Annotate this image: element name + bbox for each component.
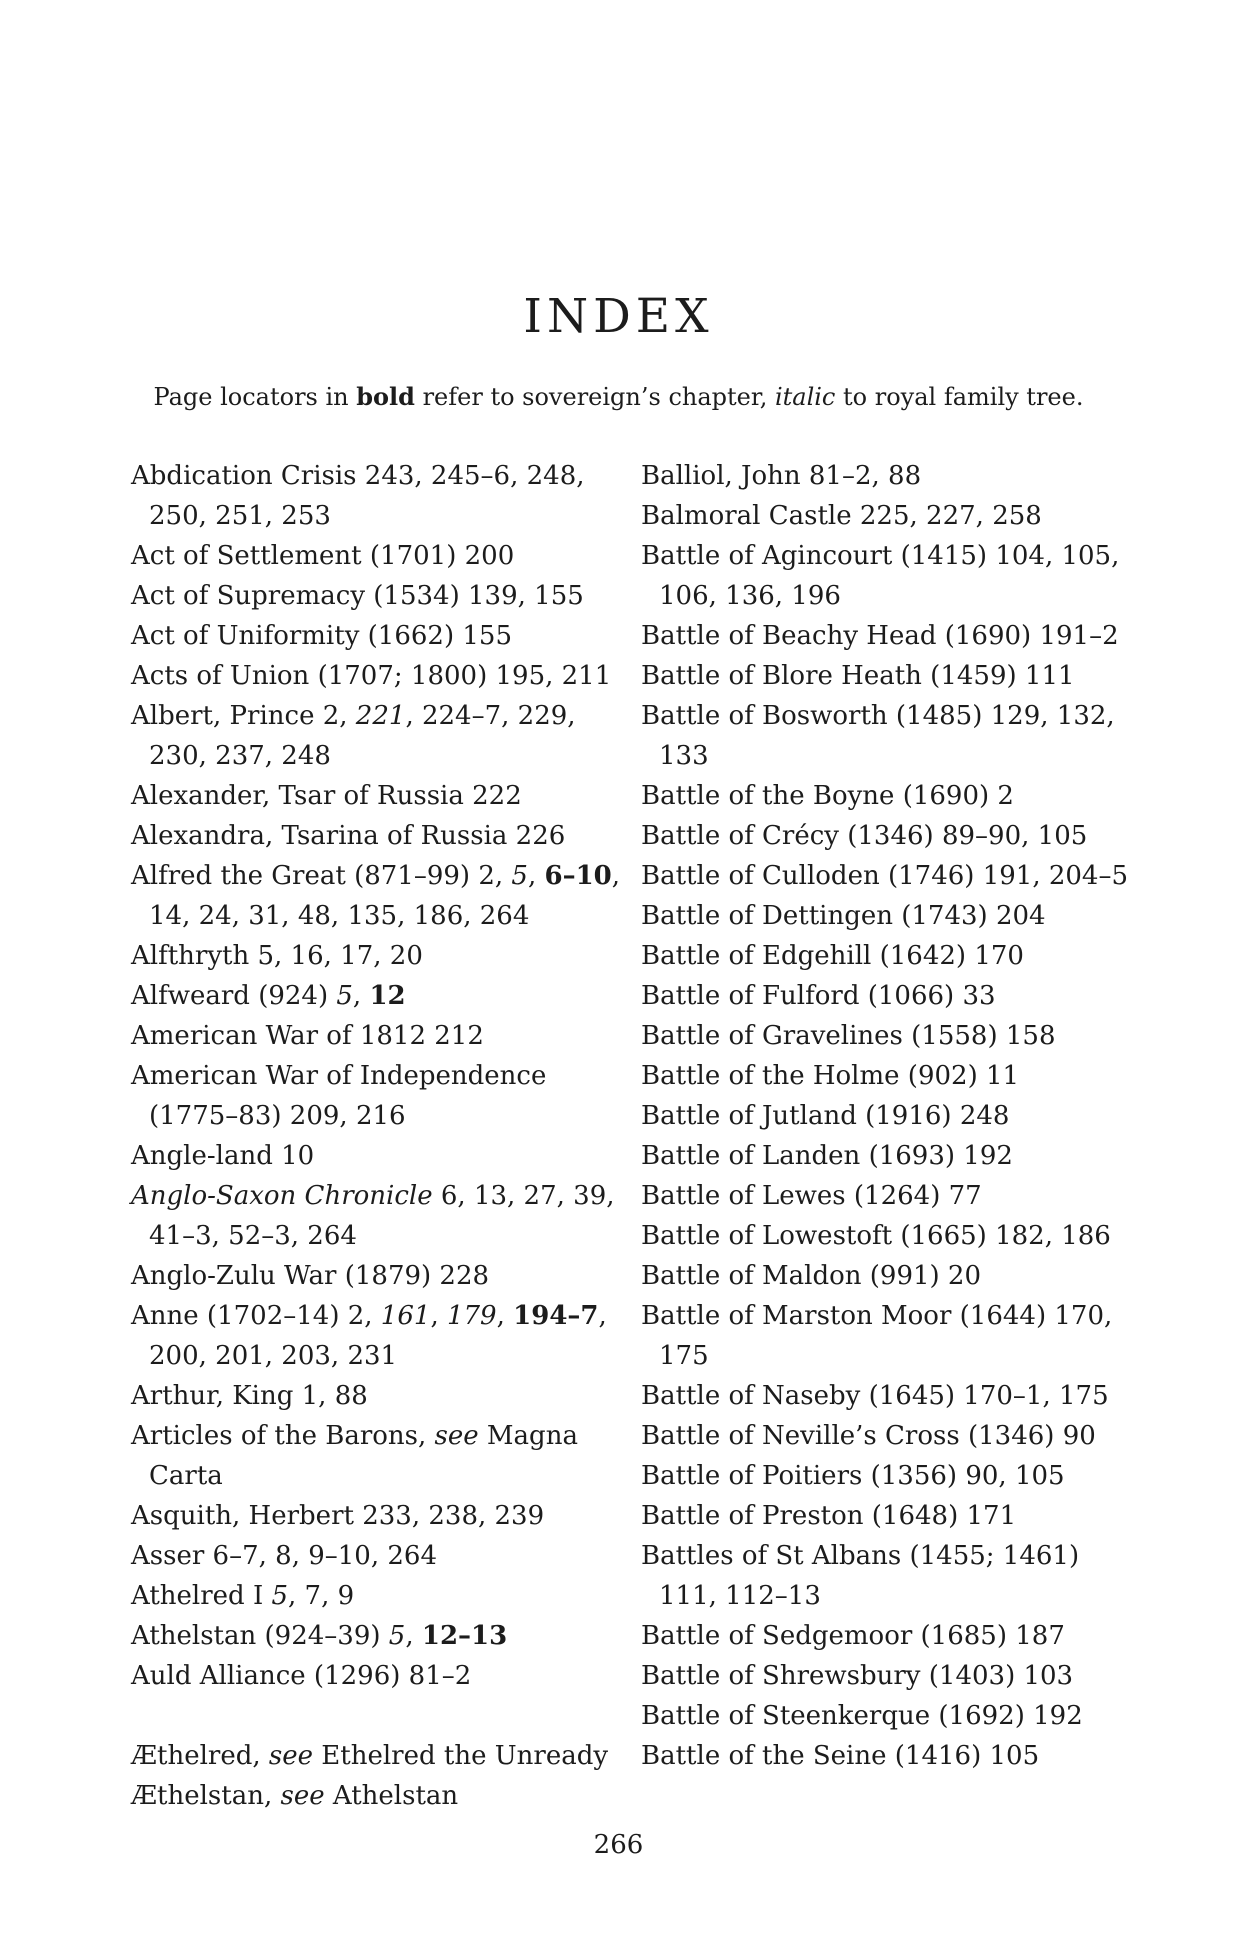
index-entry-text: Battle of Fulford (1066) 33 xyxy=(641,981,996,1011)
index-entry xyxy=(131,816,621,856)
index-entry xyxy=(641,1616,1141,1656)
index-entry xyxy=(131,1256,621,1296)
index-entry-text: Anglo-Saxon Chronicle xyxy=(131,1181,433,1211)
index-entry-text: Articles of the Barons, xyxy=(131,1421,435,1451)
page-number: 266 xyxy=(593,1830,644,1860)
index-entry-text: Angle-land 10 xyxy=(131,1141,315,1171)
index-entry-text: Alfred the Great (871–99) 2, xyxy=(131,861,512,891)
index-entry xyxy=(131,1496,621,1536)
index-entry-text: Magna Carta xyxy=(149,1421,578,1491)
index-entry xyxy=(131,1616,621,1656)
index-entry-text: Athelstan xyxy=(324,1781,459,1811)
index-entry xyxy=(641,1296,1141,1376)
index-entry-text: Battles of St Albans (1455; 1461) 111, 112–13 xyxy=(641,1541,1080,1611)
index-entry-text: Athelstan (924–39) xyxy=(131,1621,389,1651)
index-entry xyxy=(641,776,1141,816)
index-entry-text: Æthelred, xyxy=(131,1741,269,1771)
index-entry-text: Battle of Jutland (1916) 248 xyxy=(641,1101,1010,1131)
index-entry xyxy=(641,616,1141,656)
index-entry xyxy=(131,1576,621,1616)
page-title: INDEX xyxy=(523,289,714,345)
index-entry xyxy=(641,1256,1141,1296)
index-entry xyxy=(131,536,621,576)
index-entry-text: Balliol, John 81–2, 88 xyxy=(641,461,922,491)
index-entry xyxy=(641,896,1141,936)
index-entry xyxy=(641,696,1141,776)
index-entry-text: Battle of Sedgemoor (1685) 187 xyxy=(641,1621,1065,1651)
index-entry xyxy=(641,536,1141,616)
index-entry xyxy=(131,976,621,1016)
index-entry xyxy=(131,576,621,616)
index-entry xyxy=(131,776,621,816)
index-entry xyxy=(131,1056,621,1136)
index-entry-text: Battle of Landen (1693) 192 xyxy=(641,1141,1013,1171)
index-entry-text: 6, 13, 27, 39, 41–3, 52–3, 264 xyxy=(149,1181,615,1251)
index-entry-text: 12 xyxy=(369,981,406,1011)
index-entry-text: see xyxy=(280,1781,325,1811)
index-entry xyxy=(131,936,621,976)
index-entry xyxy=(641,656,1141,696)
index-entry-text: Alfweard (924) xyxy=(131,981,337,1011)
index-entry xyxy=(641,1216,1141,1256)
index-entry-text: Battle of Beachy Head (1690) 191–2 xyxy=(641,621,1119,651)
index-entry-text: Ethelred the Unready xyxy=(313,1741,609,1771)
index-column-left xyxy=(131,456,621,1816)
index-entry-text: 12–13 xyxy=(421,1621,508,1651)
index-entry xyxy=(641,976,1141,1016)
index-entry-text: Anne (1702–14) 2, xyxy=(131,1301,381,1331)
index-entry-text: Battle of Blore Heath (1459) 111 xyxy=(641,661,1075,691)
index-entry xyxy=(641,1496,1141,1536)
index-entry-text: 5 xyxy=(388,1621,406,1651)
index-entry xyxy=(641,1656,1141,1696)
index-entry xyxy=(131,1016,621,1056)
index-entry-text: see xyxy=(268,1741,314,1771)
index-entry-text: Battle of Naseby (1645) 170–1, 175 xyxy=(641,1381,1109,1411)
index-entry-text: see xyxy=(434,1421,479,1451)
index-entry-text: American War of 1812 212 xyxy=(131,1021,484,1051)
index-entry xyxy=(641,1096,1141,1136)
index-entry-text: Act of Supremacy (1534) 139, 155 xyxy=(131,581,584,611)
index-entry xyxy=(131,856,621,936)
index-entry xyxy=(641,1016,1141,1056)
index-entry-text: Battle of the Boyne (1690) 2 xyxy=(641,781,1014,811)
index-entry-text: Battle of Marston Moor (1644) 170, 175 xyxy=(641,1301,1113,1371)
index-entry-text: 221 xyxy=(355,701,406,731)
index-entry xyxy=(131,696,621,776)
index-entry xyxy=(131,1536,621,1576)
index-entry-text: Alexandra, Tsarina of Russia 226 xyxy=(131,821,566,851)
index-entry-text: Battle of Preston (1648) 171 xyxy=(641,1501,1017,1531)
index-entry xyxy=(131,1776,621,1816)
index-entry-text: Battle of the Holme (902) 11 xyxy=(641,1061,1020,1091)
index-entry xyxy=(641,1136,1141,1176)
index-entry-text: 179 xyxy=(446,1301,497,1331)
index-entry-text: Battle of the Seine (1416) 105 xyxy=(641,1741,1040,1771)
index-entry-text: Anglo-Zulu War (1879) 228 xyxy=(131,1261,490,1291)
index-entry-text: Acts of Union (1707; 1800) 195, 211 xyxy=(131,661,612,691)
index-entry xyxy=(131,1136,621,1176)
index-entry xyxy=(641,1056,1141,1096)
index-column-right xyxy=(641,456,1141,1776)
index-entry-text: , xyxy=(527,861,545,891)
index-entry-text: Alexander, Tsar of Russia 222 xyxy=(131,781,522,811)
index-entry xyxy=(641,1176,1141,1216)
legend-italic-word: italic xyxy=(774,383,836,411)
index-entry xyxy=(131,616,621,656)
legend-text: refer to sovereign’s chapter, xyxy=(414,383,775,411)
index-entry xyxy=(131,1736,621,1776)
index-entry-text: , xyxy=(405,1621,422,1651)
index-entry-text: Battle of Lewes (1264) 77 xyxy=(641,1181,982,1211)
index-entry-text: Alfthryth 5, 16, 17, 20 xyxy=(131,941,423,971)
index-entry-text: Act of Settlement (1701) 200 xyxy=(131,541,515,571)
index-entry-text: 5 xyxy=(511,861,528,891)
index-entry-text: 194–7 xyxy=(513,1301,599,1331)
index-entry-text: Auld Alliance (1296) 81–2 xyxy=(131,1661,472,1691)
index-entry-text: Æthelstan, xyxy=(131,1781,281,1811)
index-entry-text: 5 xyxy=(271,1581,289,1611)
index-entry-text: Battle of Neville’s Cross (1346) 90 xyxy=(641,1421,1096,1451)
index-entry xyxy=(641,1736,1141,1776)
index-entry-text: Battle of Steenkerque (1692) 192 xyxy=(641,1701,1083,1731)
legend-text: Page locators in xyxy=(153,383,357,411)
index-entry-text: Abdication Crisis 243, 245–6, 248, 250, 251, 253 xyxy=(131,461,585,531)
index-entry-text: 5 xyxy=(336,981,353,1011)
index-entry-text: American War of Independence (1775–83) 209, 216 xyxy=(131,1061,547,1131)
index-entry-text: Battle of Maldon (991) 20 xyxy=(641,1261,982,1291)
index-entry-text: Act of Uniformity (1662) 155 xyxy=(131,621,512,651)
index-entry-text: Battle of Agincourt (1415) 104, 105, 106, 136, 196 xyxy=(641,541,1120,611)
legend-text: to royal family tree. xyxy=(835,383,1084,411)
index-entry xyxy=(641,1376,1141,1416)
index-entry-text: Battle of Dettingen (1743) 204 xyxy=(641,901,1046,931)
index-entry-text: 161 xyxy=(380,1301,431,1331)
index-entry xyxy=(131,1656,621,1696)
index-entry xyxy=(641,1456,1141,1496)
index-entry-text: 6–10 xyxy=(544,861,612,891)
index-entry xyxy=(641,856,1141,896)
index-entry-text: Arthur, King 1, 88 xyxy=(131,1381,368,1411)
index-entry-text: Asquith, Herbert 233, 238, 239 xyxy=(131,1501,545,1531)
index-entry xyxy=(641,1416,1141,1456)
index-entry-text: Athelred I xyxy=(131,1581,272,1611)
index-legend xyxy=(0,382,1237,411)
index-entry-text: Battle of Culloden (1746) 191, 204–5 xyxy=(641,861,1129,891)
index-entry-text: , 14, 24, 31, 48, 135, 186, 264 xyxy=(149,861,621,931)
index-entry-text: Balmoral Castle 225, 227, 258 xyxy=(641,501,1042,531)
index-entry-text: Battle of Poitiers (1356) 90, 105 xyxy=(641,1461,1065,1491)
index-entry-text: Battle of Lowestoft (1665) 182, 186 xyxy=(641,1221,1111,1251)
index-entry-text: , xyxy=(352,981,370,1011)
index-entry-text: , 7, 9 xyxy=(288,1581,355,1611)
index-entry xyxy=(641,496,1141,536)
index-entry-text: Battle of Gravelines (1558) 158 xyxy=(641,1021,1056,1051)
index-entry xyxy=(641,456,1141,496)
legend-bold-word: bold xyxy=(356,382,415,411)
index-entry xyxy=(131,1296,621,1376)
index-entry-text: , xyxy=(496,1301,514,1331)
index-entry xyxy=(131,1416,621,1496)
index-entry xyxy=(641,936,1141,976)
index-entry xyxy=(131,456,621,536)
index-entry-text: Battle of Shrewsbury (1403) 103 xyxy=(641,1661,1074,1691)
index-entry-text: , 224–7, 229, 230, 237, 248 xyxy=(149,701,576,771)
index-entry-text: Battle of Edgehill (1642) 170 xyxy=(641,941,1024,971)
index-entry-text: , 200, 201, 203, 231 xyxy=(149,1301,607,1371)
index-entry-text: Asser 6–7, 8, 9–10, 264 xyxy=(131,1541,438,1571)
index-entry xyxy=(131,656,621,696)
index-entry-text: , xyxy=(430,1301,447,1331)
index-entry-text: Battle of Bosworth (1485) 129, 132, 133 xyxy=(641,701,1115,771)
index-entry xyxy=(641,816,1141,856)
index-entry xyxy=(131,1376,621,1416)
index-entry xyxy=(641,1696,1141,1736)
index-entry xyxy=(641,1536,1141,1616)
index-entry-text: Albert, Prince 2, xyxy=(131,701,356,731)
index-entry xyxy=(131,1176,621,1256)
index-entry-text: Battle of Crécy (1346) 89–90, 105 xyxy=(641,821,1088,851)
